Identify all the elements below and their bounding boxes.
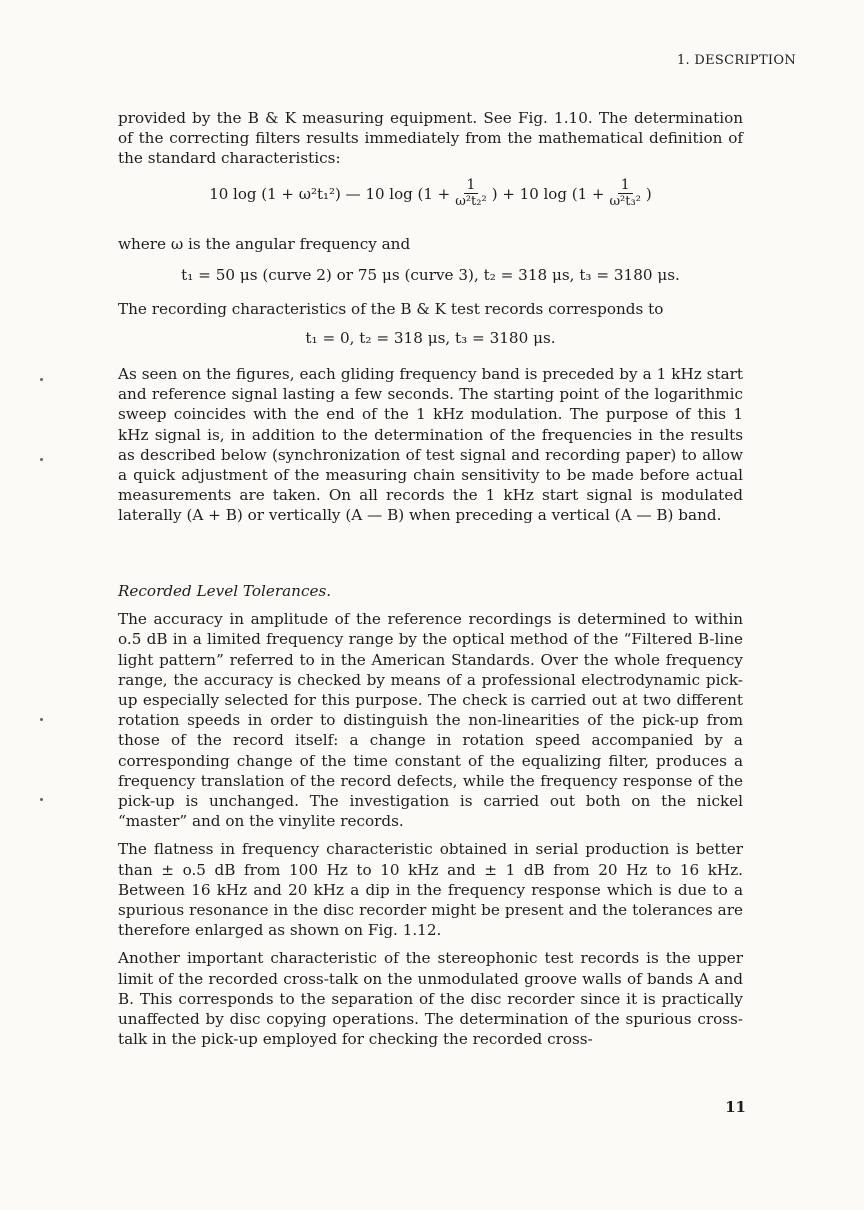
where-line: where ω is the angular frequency and — [118, 235, 411, 253]
formula-part-c: ) — [645, 184, 652, 203]
text-block-where — [118, 234, 743, 254]
formula-row — [118, 178, 743, 209]
text-block-section — [118, 581, 743, 1049]
recording-characteristics-line: The recording characteristics of the B & K test records corresponds to — [118, 300, 664, 318]
section-heading: Recorded Level Tolerances. — [118, 582, 332, 600]
paragraph-reference-signal: As seen on the figures, each gliding frequency band is preceded by a 1 kHz start and reference signal lasting a few seconds. The starting point of the logarithmic sweep coincides with the end of the 1 kHz modulation. The purpose of this 1 kHz signal is, in addition to the determination of the frequencies in the results as described below (synchronization of test signal and recording paper) to allow a quick adjustment of the measuring chain sensitivity to be made before actual measurements are taken. On all records the 1 kHz start signal is modulated laterally (A + B) or vertically (A — B) when preceding a vertical (A — B) band. — [118, 365, 743, 525]
fraction-2-denominator: ω²t₃² — [609, 194, 641, 209]
time-constants-line-2: t₁ = 0, t₂ = 318 μs, t₃ = 3180 μs. — [305, 329, 556, 347]
paragraph-accuracy: The accuracy in amplitude of the reference recordings is determined to within o.5 dB in a limited frequency range by the optical method of the “Filtered B-line light pattern” referred to in the American Standards. Over the whole frequency range, the accuracy is checked by means of a professional electrodynamic pick-up especially selected for this purpose. The check is carried out at two different rotation speeds in order to distinguish the non-linearities of the pick-up from those of the record itself: a change in rotation speed accompanied by a corresponding change of the time constant of the equalizing filter, produces a frequency translation of the record defects, while the frequency response of the pick-up is unchanged. The investigation is carried out both on the nickel “master” and on the vinylite records. — [118, 610, 743, 831]
formula-block — [118, 178, 743, 209]
fraction-1-denominator: ω²t₂² — [455, 194, 487, 209]
fraction-1-numerator: 1 — [464, 178, 479, 194]
paragraph-cross-talk: Another important characteristic of the stereophonic test records is the upper limit of the recorded cross-talk on the unmodulated groove walls of bands A and B. This corresponds to the separation of the disc recorder since it is practically unaffected by disc copying operations. The determination of the spurious cross-talk in the pick-up employed for checking the recorded cross- — [118, 949, 743, 1049]
formula-fraction-2 — [606, 178, 643, 209]
text-block-rec — [118, 299, 743, 319]
margin-speck — [40, 378, 43, 381]
page-number: 11 — [725, 1098, 746, 1116]
fraction-2-numerator: 1 — [618, 178, 633, 194]
margin-speck — [40, 458, 43, 461]
running-header: 1. DESCRIPTION — [676, 53, 796, 68]
formula-part-b: ) + 10 log (1 + — [491, 184, 605, 203]
text-block-t1 — [118, 265, 743, 285]
paragraph-flatness: The flatness in frequency characteristic obtained in serial production is better than ± o.5 dB from 100 Hz to 10 kHz and ± 1 dB from 20 Hz to 16 kHz. Between 16 kHz and 20 kHz a dip in the frequency response which is due to a spurious resonance in the disc recorder might be present and the tolerances are therefore enlarged as shown on Fig. 1.12. — [118, 840, 743, 940]
text-block-top — [118, 108, 743, 169]
paragraph-intro: provided by the B & K measuring equipment. See Fig. 1.10. The determination of the correcting filters results immediately from the mathematical definition of the standard characteristics: — [118, 109, 743, 168]
margin-speck — [40, 798, 43, 801]
formula-part-a: 10 log (1 + ω²t₁²) — 10 log (1 + — [209, 184, 451, 203]
formula-fraction-1 — [452, 178, 489, 209]
margin-speck — [40, 718, 43, 721]
text-block-main — [118, 364, 743, 526]
time-constants-line-1: t₁ = 50 μs (curve 2) or 75 μs (curve 3), t₂ = 318 μs, t₃ = 3180 μs. — [181, 266, 680, 284]
text-block-t2 — [118, 328, 743, 348]
